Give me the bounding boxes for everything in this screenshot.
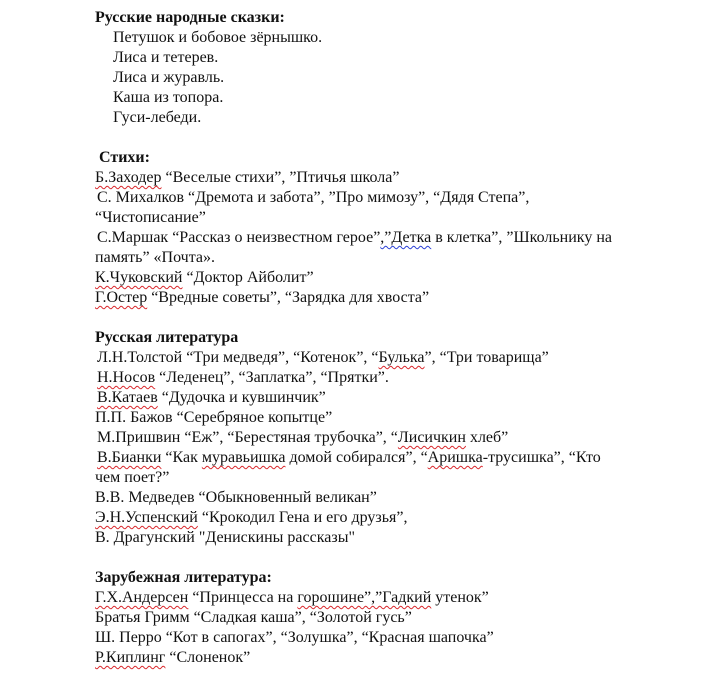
section-title-folk-tales: Русские народные сказки: [95, 9, 285, 26]
list-item-tolstoy: Л.Н.Толстой “Три медведя”, “Котенок”, “Булька”, “Три товарища” [97, 349, 549, 366]
list-item: Каша из топора. [113, 89, 224, 106]
list-item: Лиса и тетерев. [113, 49, 219, 66]
spellcheck-flag[interactable]: Булька [378, 349, 425, 366]
list-item-marshak: С.Маршак “Рассказ о неизвестном герое”,”Детка в клетка”, ”Школьнику на [97, 229, 612, 246]
section-title-foreign-literature: Зарубежная литература: [95, 569, 272, 586]
spacer [95, 548, 695, 568]
spellcheck-flag[interactable]: Аришка [427, 449, 483, 466]
list-item-dragunsky: В. Драгунский "Денискины рассказы" [95, 529, 355, 546]
list-item-mikhalkov-cont: “Чистописание” [95, 209, 206, 226]
list-item-medvedev: В.В. Медведев “Обыкновенный великан” [95, 489, 377, 506]
list-item-prishvin: М.Пришвин “Еж”, “Берестяная трубочка”, “Лисичкин хлеб” [97, 429, 509, 446]
spellcheck-flag[interactable]: В.Катаев [97, 389, 158, 406]
spellcheck-flag[interactable]: Б.Заходер [95, 169, 162, 186]
spellcheck-flag[interactable]: К.Чуковский [95, 269, 183, 286]
spacer [95, 308, 695, 328]
list-item-uspensky: Э.Н.Успенский “Крокодил Гена и его друзья”, [95, 509, 408, 526]
list-item: Петушок и бобовое зёрнышко. [113, 29, 323, 46]
grammar-flag[interactable]: ,”Детка [380, 229, 432, 246]
list-item-bianki: В.Бианки “Как муравьишка домой собирался”, “Аришка-трусишка”, “Кто [97, 449, 601, 466]
document-page [95, 8, 695, 668]
list-item: Лиса и журавль. [113, 69, 225, 86]
spellcheck-flag[interactable]: В.Бианки [97, 449, 162, 466]
list-item-kataev: В.Катаев “Дудочка и кувшинчик” [97, 389, 326, 406]
spellcheck-flag[interactable]: Г.Х.Андерсен [95, 589, 189, 606]
section-title-russian-literature: Русская литература [95, 329, 239, 346]
spellcheck-flag[interactable]: Г.Остер [95, 289, 148, 306]
spellcheck-flag[interactable]: Р.Киплинг [95, 649, 166, 666]
list-item-andersen: Г.Х.Андерсен “Принцесса на горошине”,”Гадкий утенок” [95, 589, 489, 606]
list-item-kipling: Р.Киплинг “Слоненок” [95, 649, 251, 666]
spellcheck-flag[interactable]: горошине”,”Гадкий [297, 589, 432, 606]
list-item-perrault: Ш. Перро “Кот в сапогах”, “Золушка”, “Красная шапочка” [95, 629, 494, 646]
list-item-nosov: Н.Носов “Леденец”, “Заплатка”, “Прятки”. [97, 369, 389, 386]
spacer [95, 128, 695, 148]
spellcheck-flag[interactable]: Н.Носов [97, 369, 156, 386]
list-item-bianki-cont: чем поет?” [95, 469, 170, 486]
list-item-chukovsky: К.Чуковский “Доктор Айболит” [95, 269, 314, 286]
list-item: Гуси-лебеди. [113, 109, 202, 126]
spellcheck-flag[interactable]: муравьишка [201, 449, 286, 466]
list-item-zakhoder: Б.Заходер “Веселые стихи”, ”Птичья школа” [95, 169, 400, 186]
list-item-mikhalkov: С. Михалков “Дремота и забота”, ”Про мимозу”, “Дядя Степа”, [97, 189, 530, 206]
list-item-grimm: Братья Гримм “Сладкая каша”, “Золотой гусь” [95, 609, 412, 626]
spellcheck-flag[interactable]: Лисичкин [397, 429, 466, 446]
list-item-oster: Г.Остер “Вредные советы”, “Зарядка для хвоста” [95, 289, 430, 306]
list-item-bazhov: П.П. Бажов “Серебряное копытце” [95, 409, 333, 426]
spellcheck-flag[interactable]: Э.Н.Успенский [95, 509, 198, 526]
section-title-poems: Стихи: [99, 149, 150, 166]
list-item-marshak-cont: память” «Почта». [95, 249, 216, 266]
